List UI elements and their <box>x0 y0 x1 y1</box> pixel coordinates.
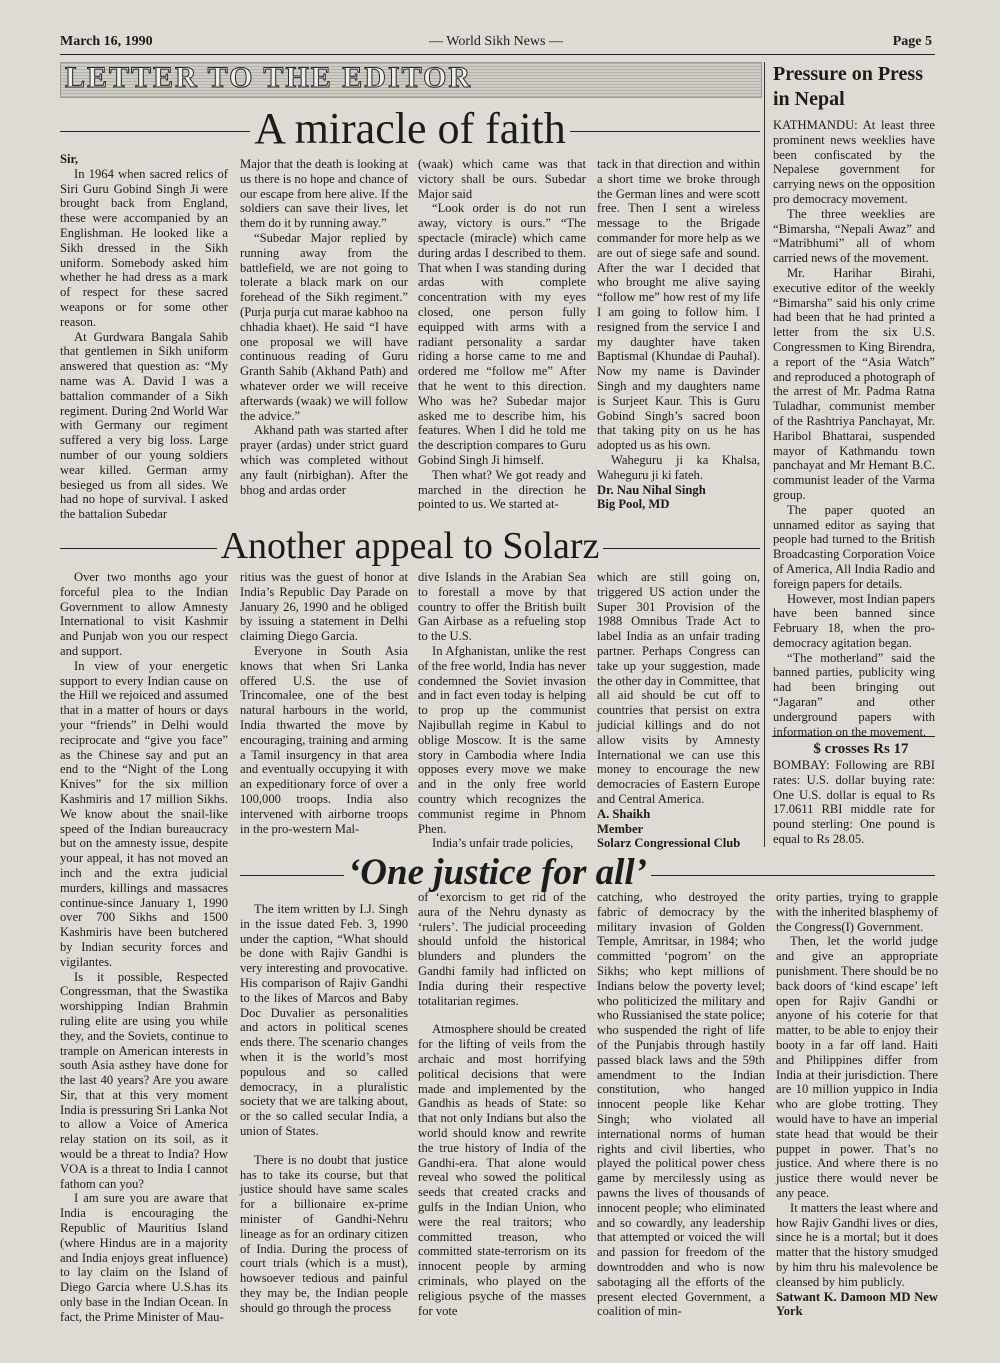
paragraph: Over two months ago your forceful plea to the Indian Government to allow Amnesty International to visit Kashmir and Punjab won you our respect and support. <box>60 570 228 658</box>
paragraph: of ‘exorcism to get rid of the aura of the Nehru dynasty as ‘rulers’. The judicial proceeding should unfold the historical blunders and plunders the Gandhi family had inflicted on India during their respective totalitarian regimes. <box>418 890 586 1008</box>
sidebar-headline: Pressure on Press in Nepal <box>773 63 923 110</box>
justice-col-2 <box>418 890 586 1350</box>
page-header <box>60 34 932 52</box>
paragraph: Then what? We got ready and marched in the direction he pointed to us. We started at- <box>418 467 586 512</box>
brief-headline: $ crosses Rs 17 <box>813 741 909 757</box>
headline-miracle-text: A miracle of faith <box>250 104 570 153</box>
paragraph: Everyone in South Asia knows that when Sri Lanka offered U.S. the use of Trincomalee, one of the best natural harbours in the world, India thwarted the move by encouraging, training and arming a Tamil insurgency in that area and eventually occupying it with an expeditionary force of over a 100,000 troops. India also intervened with airborne troops in the pro-western Mal- <box>240 643 408 836</box>
paragraph: It matters the least where and how Rajiv Gandhi lives or dies, since he is a mortal; but it does matter that the history smudged by him thru his malevolence be cleansed by him publicly. <box>776 1200 938 1289</box>
paragraph: There is no doubt that justice has to take its course, but that justice should have same scales for a billionaire ex-prime minister of Gandhi-Nehru lineage as for an ordinary citizen of India. During the process of court trials (which is a must), howsoever tedious and painful they may be, the Indian people should go through the process <box>240 1152 408 1315</box>
solarz-col-3 <box>418 570 586 850</box>
signature-org: Solarz Congressional Club <box>597 836 741 851</box>
paragraph: India’s unfair trade policies, <box>432 836 574 851</box>
paragraph: KATHMANDU: At least three prominent news weeklies have been confiscated by the Nepalese government for carrying news on the opposition pro democracy movement. <box>773 118 935 206</box>
paragraph: BOMBAY: Following are RBI rates: U.S. dollar buying rate: One U.S. dollar is equal to Rs 17.0611 RBI middle rate for pound sterling: One pound is equal to Rs 28.05. <box>773 758 935 846</box>
paragraph: (waak) which came was that victory shall be ours. Subedar Major said <box>418 157 586 201</box>
paragraph: Major that the death is looking at us there is no hope and chance of our escape from here alive. If the soldiers can save their lives, let them do it by running away.” <box>240 157 408 231</box>
paragraph: In 1964 when sacred relics of Siri Guru Gobind Singh Ji were brought back from England, these were accompanied by an Englishman. He looked like a Sikh dressed in the Sikh uniform. Somebody asked him whether he had dress as a mark of respect for these sacred weapons or for some other reason. <box>60 166 228 329</box>
headline-solarz <box>60 524 760 568</box>
paragraph: which are still going on, triggered US action under the Super 301 Provision of the 1988 Omnibus Trade Act to label India as an unfair trading partner. Perhaps Congress can take up your suggestion, made the other day in Committee, that all aid should be cut off to countries that persist on extra judicial killings and do not allow visits by Amnesty International we can use this money to encourage the new democracies of Eastern Europe and Central America. <box>597 570 760 806</box>
sidebar-brief <box>773 740 935 848</box>
sidebar-rule <box>772 736 935 737</box>
paragraph: “The motherland” said the banned parties, publicity wing had been bringing out “Jagaran” and other underground papers with information on the movement. <box>773 650 935 739</box>
paper-name: — World Sikh News — <box>429 34 563 49</box>
justice-col-1 <box>240 902 408 1352</box>
paragraph: The three weeklies are “Bimarsha, “Nepali Awaz” and “Matribhumi” all of whom carried news of the movement. <box>773 206 935 266</box>
paragraph: The item written by I.J. Singh in the issue dated Feb. 3, 1990 under the caption, “What should be done with Rajiv Gandhi is very interesting and provocative. His comparison of Rajiv Gandhi to the likes of Marcos and Baby Doc Duvalier as personalities and actors in political scenes ends there. The scenario changes when it is the world’s most populous and so called democracy, in a pluralistic society that we are talking about, or the so called secular India, a union of States. <box>240 902 408 1138</box>
paragraph: Is it possible, Respected Congressman, that the Swastika worshipping Indian Brahmin ruling elite are using you while they, and the Soviets, continue to trample on American interests in south Asia asthey have done for the last 40 years? Are you aware Sir, that at this very moment India is pressuring Sri Lanka Not to allow a Voice of America relay station on its soil, as it would be a threat to India? How VOA is a threat to India I cannot fathom can you? <box>60 969 228 1191</box>
headline-miracle <box>60 104 760 154</box>
headline-solarz-text: Another appeal to Solarz <box>217 525 604 567</box>
paragraph: I am sure you are aware that India is encouraging the Republic of Mauritius Island (where Hindus are in a majority and India enjoys great influence) to lay claim on the Island of Diego Garcia where U.S.has its only base in the Indian Ocean. In fact, the Prime Minister of Mau- <box>60 1191 228 1324</box>
signature-title: Member <box>597 821 644 836</box>
paragraph: Mr. Harihar Birahi, executive editor of the weekly “Bimarsha” said his only crime had been that he had printed a letter from the six U.S. Congressmen to King Birendra, a report of the “Asia Watch” and reproduced a photograph of the arrest of Mr. Padma Ratna Tuladhar, communist member of the Rashtriya Panchayat, Mr. Haribol Bhattarai, suspended mayor of Kathmandu town panchayat and Mr Hemant B.C. communist leader of the Varma group. <box>773 265 935 502</box>
paragraph: dive Islands in the Arabian Sea to forestall a move by that country to offer the British built Gan Airbase as a refueling stop to the U.S. <box>418 570 586 644</box>
section-banner-title: LETTER TO THE EDITOR <box>65 61 473 94</box>
miracle-col-4 <box>597 157 760 515</box>
justice-col-3 <box>597 890 765 1350</box>
justice-col-4 <box>776 890 938 1350</box>
signature-location: Big Pool, MD <box>597 497 670 512</box>
signature-name: A. Shaikh <box>597 806 651 821</box>
section-banner <box>60 62 762 98</box>
paragraph: Waheguru ji ka Khalsa, Waheguru ji ki fateh. <box>597 452 760 482</box>
paragraph: In view of your energetic support to every Indian cause on the Hill we rejoiced and assumed that in a matter of hours or days your “friends” in Delhi would reciprocate and “give you face” as the Chinese say and put an end to the “Night of the Long Knives” for the six million Kashmiris and 17 million Sikhs. We know about the snail-like speed of the Indian bureaucracy but on the amnesty issue, despite your appeal, it has not moved an inch and the extra judicial murders, killings and massacres continue-since January 1, 1990 over 700 Sikhs and 1500 Kashmiris have been butchered by Indian security forces and vigilantes. <box>60 658 228 969</box>
miracle-col-3 <box>418 157 586 512</box>
solarz-col-2 <box>240 570 408 850</box>
salutation: Sir, <box>60 152 79 166</box>
column-divider <box>764 62 765 847</box>
paragraph: Akhand path was started after prayer (ardas) under strict guard which was completed without any fault (nirbighan). After the bhog and ardas order <box>240 423 408 497</box>
headline-justice-text: ‘One justice for all’ <box>344 852 651 893</box>
page-number: Page 5 <box>892 34 932 49</box>
paragraph: ritius was the guest of honor at India’s Republic Day Parade on January 26, 1990 and he obliged by issuing a statement in Delhi claiming Diego Garcia. <box>240 570 408 644</box>
paragraph: In Afghanistan, unlike the rest of the free world, India has never condemned the Soviet invasion and in fact even today is helping to prop up the communist Najibullah regime in Kabul to oblige Moscow. It is the same story in Cambodia where India opposes every move we make and in the only free world country which recognizes the communist regime in Phnom Phen. <box>418 643 586 836</box>
paragraph: The paper quoted an unnamed editor as saying that people had turned to the British Broadcasting Corporation Voice of America, All India Radio and foreign papers for details. <box>773 502 935 591</box>
paragraph: catching, who destroyed the fabric of democracy by the military invasion of Golden Temple, Amritsar, in 1984; who committed ‘pogrom’ on the Sikhs; who kept millions of Indians below the poverty level; who politicized the military and who Russianised the state police; who suspended the right of life of the Punjabis through hastily passed black laws and the 59th amendment to the Indian constitution, who hanged innocent people like Kehar Singh; who violated all international norms of human rights and civil liberties, who played the political power chess game by mercilessly using as pawns the lives of thousands of innocent people; who eliminated and so cowardly, any leadership that attempted or voiced the will and passion for freedom of the downtrodden and who is now sabotaging all the efforts of the present elected Government, a coalition of min- <box>597 890 765 1319</box>
issue-date: March 16, 1990 <box>60 34 153 49</box>
sidebar-story <box>773 118 935 738</box>
signature-name: Dr. Nau Nihal Singh <box>597 482 706 497</box>
miracle-col-2 <box>240 157 408 512</box>
solarz-col-4 <box>597 570 760 850</box>
paragraph: ority parties, trying to grapple with the inherited blasphemy of the Congress(I) Government. <box>776 890 938 934</box>
solarz-col-1 <box>60 570 228 1350</box>
paragraph: tack in that direction and within a short time we broke through the German lines and were scott free. Then I sent a wireless message to the Brigade commander for more help as we are out of siege safe and sound. After the war I decided that who brought me alive saying “follow me” how rest of my life I am going to follow him. I resigned from the service I and my daughter have taken Baptismal (Khundae di Pauhal). Now my name is Davinder Singh and my daughters name is Surjeet Kaur. This is Guru Gobind Singh’s sacred boon that taking pity on us he has adopted us as his own. <box>597 157 760 453</box>
paragraph: Then, let the world judge and give an appropriate punishment. There should be no back doors of ‘kind escape’ left open for Rajiv Gandhi or anyone of his coterie for that matter, to be able to enjoy their booty in a far off land. Haiti and Philippines differ from India at their jurisdiction. There are 10 million yuppico in India who are globe trotting. They would have to have an imperial state head that would be their puppet in power. That’s no justice. And where there is no justice there would never be any peace. <box>776 934 938 1200</box>
paragraph: Atmosphere should be created for the lifting of veils from the archaic and most horrifying political decisions that were made and implemented by the Gandhis as heads of State: so that not only Indians but also the world should know and rewrite the true history of India of the Gandhi-era. That alone would reveal who sowed the political seeds that created cracks and gulfs in the Indian Union, who were the real traitors; who committed treason, who committed state-terrorism on its innocent people by arming criminals, who played on the religious psyche of the masses for vote <box>418 1022 586 1318</box>
paragraph: However, most Indian papers have been banned since February 18, when the pro-democracy agitation began. <box>773 591 935 650</box>
miracle-col-1 <box>60 152 228 522</box>
header-rule <box>60 54 935 55</box>
paragraph: At Gurdwara Bangala Sahib that gentlemen in Sikh uniform answered that question as: “My name was A. David I was a battalion commander of a Sikh regiment. During 2nd World War with Germany our regiment suffered a very big loss. Large number of our young soldiers wear killed. German army besieged us from all sides. We had no hope of survival. I asked the battalion Subedar <box>60 329 228 522</box>
paragraph: “Look order is do not run away, victory is ours.” “The spectacle (miracle) which came during ardas I described to them. That when I was standing during ardas with complete concentration with my eyes closed, one person fully equipped with arms with a radiant personality a sardar riding a horse came to me and ordered me “follow me” After that he went to this direction. Who was he? Subedar major asked me to describe him, his features. When I did he told me the description compares to Guru Gobind Singh Ji himself. <box>418 201 586 467</box>
signature: Satwant K. Damoon MD New York <box>776 1289 938 1319</box>
paragraph: “Subedar Major replied by running away from the battlefield, we are not going to tolerate a black mark on our forehead of the Sikh regiment.” (Purja purja cut marae kabhoo na chhadia khaet). He said “I have one proposal we will have continuous reading of Guru Granth Sahib (Akhand Path) and whatever order we will receive afterwards (waak) we will follow the advice.” <box>240 230 408 423</box>
